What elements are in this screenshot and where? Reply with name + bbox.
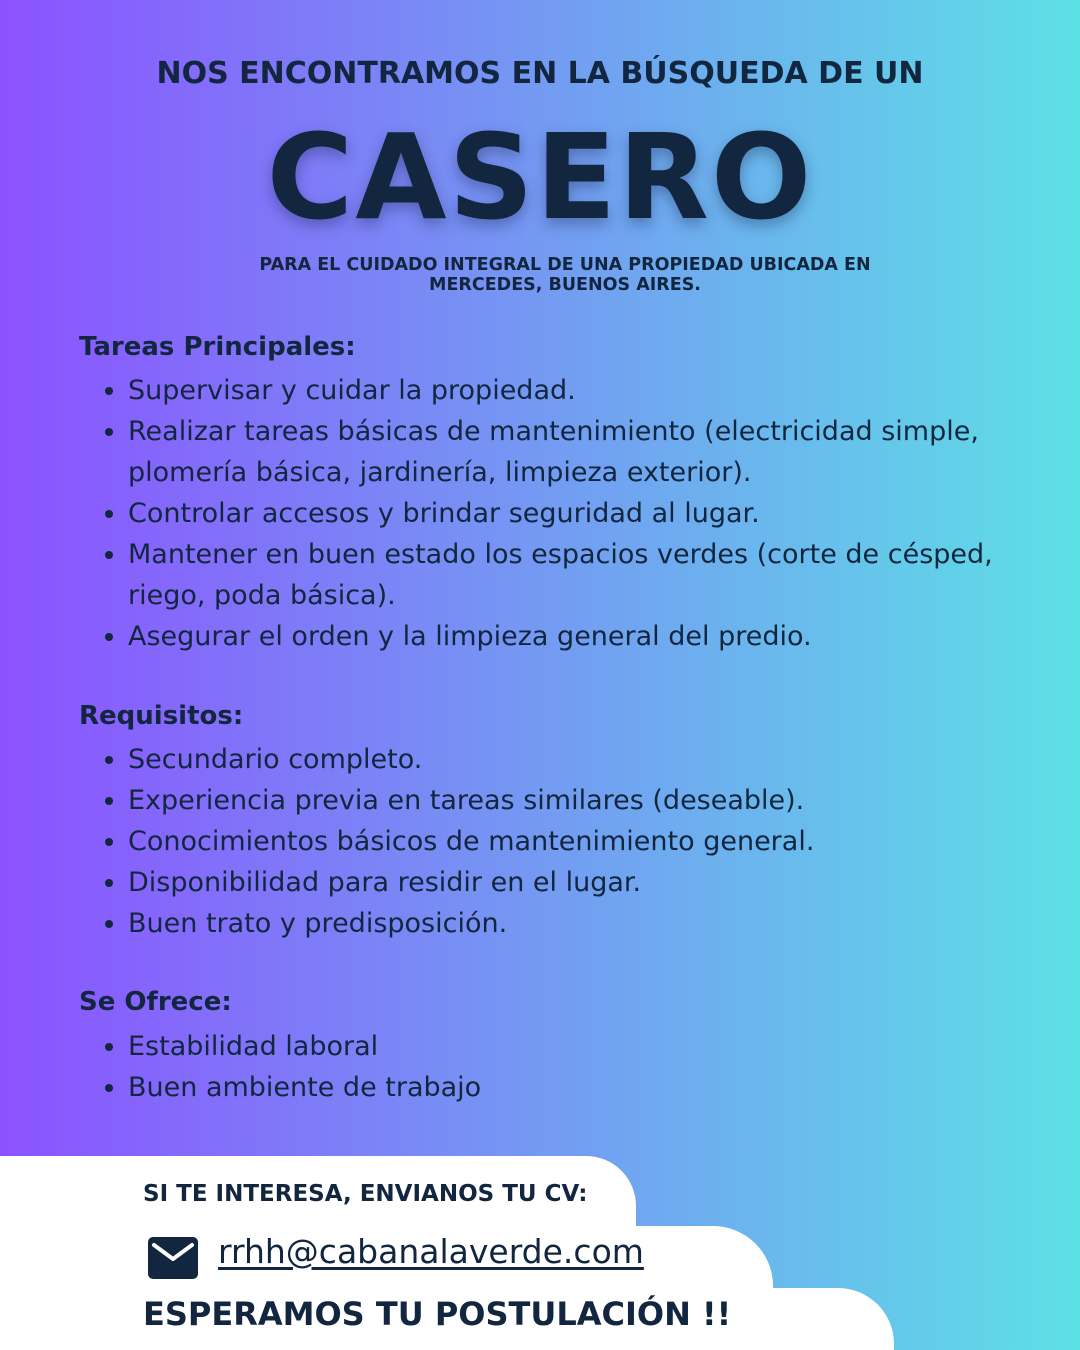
ofrece-list: [78, 1026, 1028, 1108]
email-link[interactable]: rrhh@cabanalaverde.com: [218, 1232, 644, 1271]
list-item: • Buen trato y predisposición.: [128, 903, 1028, 944]
list-item: • Experiencia previa en tareas similares (deseable).: [128, 780, 1028, 821]
ofrece-heading: Se Ofrece:: [79, 987, 232, 1017]
page-title: CASERO: [266, 108, 814, 246]
list-item: • Supervisar y cuidar la propiedad.: [128, 370, 1028, 411]
list-item: • Mantener en buen estado los espacios verdes (corte de césped, riego, poda básica).: [128, 534, 1028, 616]
closing-text: ESPERAMOS TU POSTULACIÓN !!: [143, 1295, 732, 1333]
list-item: • Realizar tareas básicas de mantenimiento (electricidad simple, plomería básica, jardinería, limpieza exterior).: [128, 411, 1028, 493]
requisitos-list: [78, 739, 1028, 944]
requisitos-heading: Requisitos:: [79, 701, 244, 731]
list-item: • Estabilidad laboral: [128, 1026, 1028, 1067]
list-item: • Conocimientos básicos de mantenimiento general.: [128, 821, 1028, 862]
list-item: • Disponibilidad para residir en el lugar.: [128, 862, 1028, 903]
mail-icon: [148, 1237, 198, 1279]
list-item: • Buen ambiente de trabajo: [128, 1067, 1028, 1108]
list-item: • Secundario completo.: [128, 739, 1028, 780]
list-item: • Asegurar el orden y la limpieza general del predio.: [128, 616, 1028, 657]
subtitle: PARA EL CUIDADO INTEGRAL DE UNA PROPIEDAD UBICADA EN MERCEDES, BUENOS AIRES.: [259, 255, 871, 295]
header-top-line: NOS ENCONTRAMOS EN LA BÚSQUEDA DE UN: [156, 56, 924, 91]
cta-text: SI TE INTERESA, ENVIANOS TU CV:: [143, 1181, 588, 1207]
list-item: • Controlar accesos y brindar seguridad al lugar.: [128, 493, 1028, 534]
tareas-heading: Tareas Principales:: [79, 332, 356, 362]
tareas-list: [78, 370, 1028, 657]
